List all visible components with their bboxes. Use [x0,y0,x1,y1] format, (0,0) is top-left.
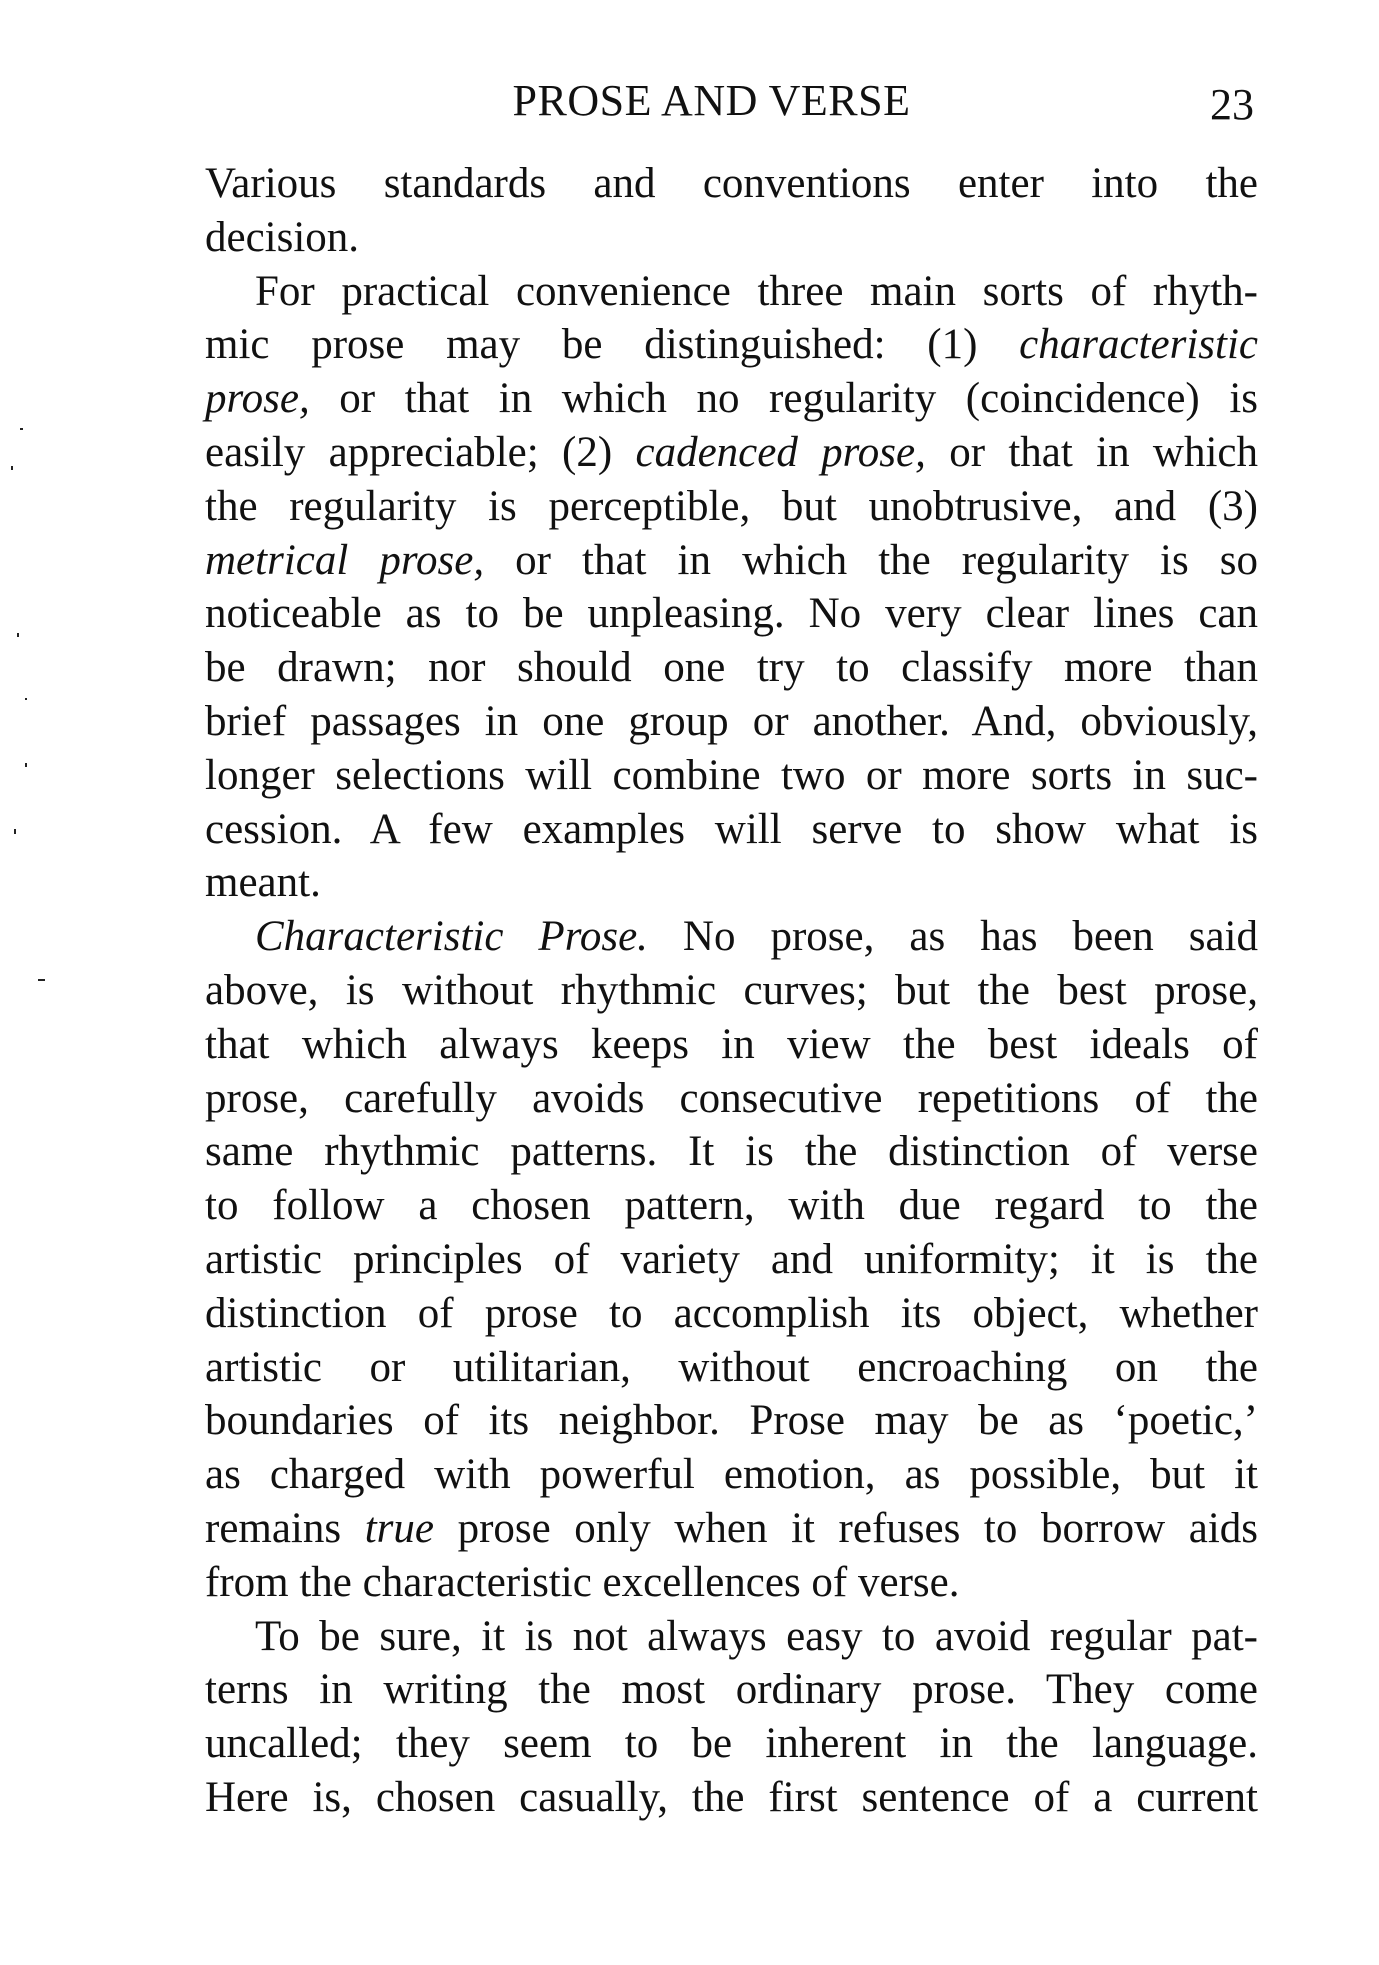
text-run: artistic or utilitarian, without encroaching on the [205,1343,1258,1391]
text-run: uncalled; they seem to be inherent in the language. [205,1720,1258,1768]
running-title: PROSE AND VERSE [512,76,911,125]
text-run: artistic principles of variety and uniformity; it is the [205,1235,1258,1283]
text-run: boundaries of its neighbor. Prose may be as ‘poetic,’ [205,1397,1258,1445]
text-run: or that in which [925,428,1258,476]
text-run: prose only when it refuses to borrow aids [434,1504,1258,1552]
text-line [205,641,1258,695]
text-run: to follow a chosen pattern, with due regard to the [205,1182,1258,1230]
text-run: No prose, as has been said [647,913,1258,961]
text-line [205,318,1258,372]
text-line [205,1610,1258,1664]
scan-speck [11,466,13,470]
italic-run: characteristic [1019,321,1258,369]
text-run: To be sure, it is not always easy to avoid regular pat- [255,1612,1258,1660]
text-line [205,1125,1258,1179]
text-line [205,1717,1258,1771]
scan-speck [25,698,27,700]
scan-speck [20,428,23,430]
scan-speck [14,829,16,834]
text-run: easily appreciable; (2) [205,428,636,476]
text-line [205,480,1258,534]
text-run: longer selections will combine two or more sorts in suc- [205,751,1258,799]
text-line [205,1663,1258,1717]
italic-run: prose, [205,375,310,423]
scan-speck [38,979,45,981]
text-line [205,1233,1258,1287]
text-line [205,1771,1258,1825]
text-run: or that in which the regularity is so [484,536,1258,584]
text-line [205,1179,1258,1233]
text-run: or that in which no regularity (coincidence) is [309,375,1258,423]
text-run: Various standards and conventions enter into the [205,160,1258,207]
text-run: Here is, chosen casually, the first sentence of a current [205,1773,1258,1821]
text-line [205,534,1258,588]
text-run: the regularity is perceptible, but unobtrusive, and (3) [205,482,1258,530]
italic-run: Characteristic Prose. [255,913,648,961]
text-line [205,265,1258,319]
text-line [205,910,1258,964]
text-line [205,426,1258,480]
text-line [205,695,1258,749]
text-run: as charged with powerful emotion, as possible, but it [205,1451,1258,1499]
text-line [205,372,1258,426]
text-run: mic prose may be distinguished: (1) [205,321,1020,369]
text-line [205,587,1258,641]
page-number: 23 [1210,80,1254,129]
text-run: cession. A few examples will serve to show what is [205,805,1258,853]
text-line [205,1448,1258,1502]
text-line [205,1394,1258,1448]
running-head [205,76,1258,129]
text-line [205,749,1258,803]
text-line [205,964,1258,1018]
text-run: distinction of prose to accomplish its object, whether [205,1289,1258,1337]
text-run: terns in writing the most ordinary prose. They come [205,1666,1258,1714]
text-run: that which always keeps in view the best ideals of [205,1020,1258,1068]
text-line [205,1018,1258,1072]
scan-speck [25,763,27,767]
text-run: noticeable as to be unpleasing. No very clear lines can [205,590,1258,638]
text-line [205,1341,1258,1395]
text-line [205,1556,1258,1610]
text-line [205,157,1258,211]
text-line [205,856,1258,910]
text-run: For practical convenience three main sorts of rhyth- [255,267,1258,315]
text-run: above, is without rhythmic curves; but the best prose, [205,966,1258,1014]
text-run: brief passages in one group or another. And, obviously, [205,697,1258,745]
body-text [205,157,1258,1825]
text-line [205,1502,1258,1556]
text-line [205,1287,1258,1341]
text-line [205,211,1258,265]
text-line [205,1072,1258,1126]
text-run: decision. [205,213,360,261]
italic-run: metrical prose, [205,536,485,584]
scan-speck [17,633,19,637]
text-run: meant. [205,859,321,907]
text-run: prose, carefully avoids consecutive repetitions of the [205,1074,1258,1122]
text-run: from the characteristic excellences of verse. [205,1558,960,1606]
text-line [205,803,1258,857]
text-run: be drawn; nor should one try to classify more than [205,644,1258,692]
text-run: remains [205,1504,365,1552]
italic-run: cadenced prose, [635,428,926,476]
text-run: same rhythmic patterns. It is the distinction of verse [205,1128,1258,1176]
italic-run: true [364,1504,434,1552]
